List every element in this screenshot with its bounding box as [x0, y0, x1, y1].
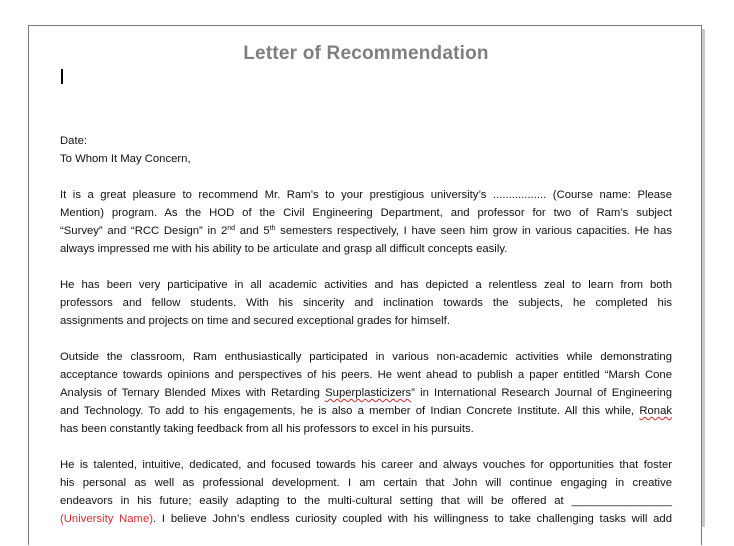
date-line: Date:	[60, 135, 88, 147]
paragraph-4	[60, 456, 672, 528]
p4-line: (University Name). I believe John’s endless curiosity coupled with his willingness to take challenging tasks will add	[60, 513, 672, 525]
p3-line: Analysis of Ternary Blended Mixes with Retarding Superplasticizers” in International Research Journal of Engineering	[60, 387, 673, 399]
paragraph-3	[60, 348, 672, 438]
p2-line: assignments and projects on time and secured exceptional grades for himself.	[60, 315, 450, 327]
p2-line: professors and fellow students. With his sincerity and inclination towards the subjects, he completed his	[60, 297, 672, 309]
document-page[interactable]	[28, 25, 702, 545]
p4-line: He is talented, intuitive, dedicated, and focused towards his career and always vouches for opportunities that foster	[60, 459, 672, 471]
p4-line: endeavors in his future; easily adapting to the multi-cultural setting that will be offered at ________________	[60, 495, 672, 507]
p3-line: Outside the classroom, Ram enthusiastically participated in various non-academic activities while demonstrating	[60, 351, 672, 363]
salutation-line: To Whom It May Concern,	[60, 153, 191, 165]
paragraph-2	[60, 276, 672, 330]
paragraph-1	[60, 186, 672, 258]
p1-line: Mention) program. As the HOD of the Civil Engineering Department, and professor for two of Ram’s subject	[60, 207, 672, 219]
spacer	[60, 168, 672, 186]
university-placeholder: (University Name)	[60, 513, 154, 525]
p1-line: always impressed me with his ability to be articulate and grasp all difficult concepts easily.	[60, 243, 508, 255]
letter-title: Letter of Recommendation	[243, 43, 489, 64]
p3-line: has been constantly taking feedback from all his professors to excel in his pursuits.	[60, 423, 474, 435]
p3-line: acceptance towards opinions and perspectives of his peers. He went ahead to publish a paper entitled “Marsh Cone	[60, 369, 672, 381]
p4-line: his personal as well as professional development. I am certain that John will continue engaging in creative	[60, 477, 672, 489]
p3-line: and Technology. To add to his engagements, he is also a member of Indian Concrete Institute. All this while, Ronak	[60, 405, 672, 417]
spellcheck-word[interactable]: Superplasticizers	[325, 387, 412, 399]
text-cursor	[61, 69, 63, 84]
page-shadow	[702, 29, 705, 527]
p1-line: “Survey” and “RCC Design” in 2nd and 5th semesters respectively, I have seen him grow in various capacities. He has	[60, 225, 672, 237]
p1-line: It is a great pleasure to recommend Mr. Ram’s to your prestigious university’s ................. (Course name: Please	[60, 189, 672, 201]
p2-line: He has been very participative in all academic activities and has depicted a relentless zeal to learn from both	[60, 279, 672, 291]
letter-body[interactable]	[60, 132, 672, 546]
spellcheck-word[interactable]: Ronak	[639, 405, 672, 417]
